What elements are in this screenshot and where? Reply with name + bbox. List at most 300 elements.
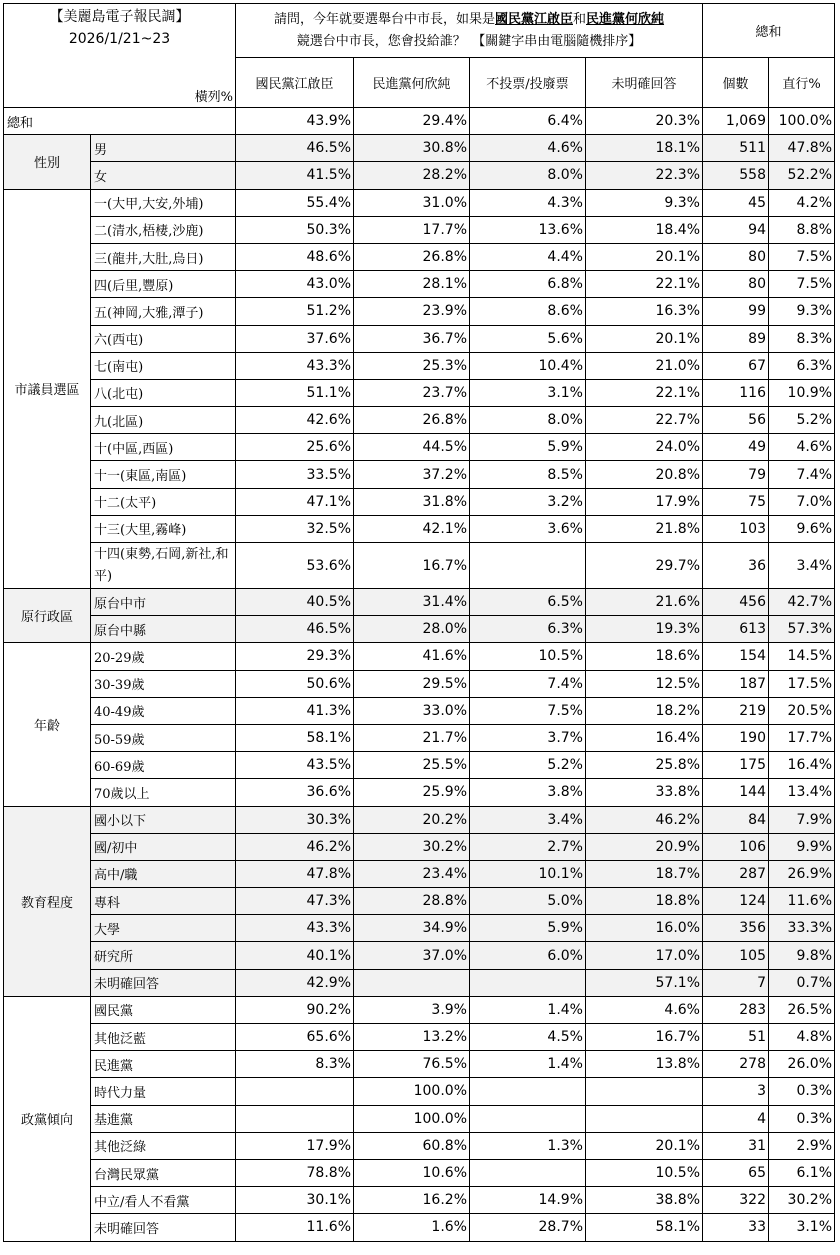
table-row: [4, 915, 835, 942]
cell-value: 20.1%: [586, 243, 703, 270]
table-row: [4, 724, 835, 751]
row-label: 十二(太平): [91, 488, 236, 515]
cell-value: 42.7%: [769, 589, 835, 616]
cell-value: 100.0%: [769, 108, 835, 135]
cell-value: [586, 1105, 703, 1132]
cell-value: 80: [703, 243, 769, 270]
cell-value: 30.1%: [236, 1187, 354, 1214]
cell-value: 20.2%: [354, 806, 470, 833]
cell-value: 25.6%: [236, 434, 354, 461]
cell-value: 40.5%: [236, 589, 354, 616]
col-header-undecided: 未明確回答: [586, 58, 703, 108]
table-row: [4, 969, 835, 996]
cell-value: 10.1%: [470, 860, 586, 887]
cell-value: 30.2%: [354, 833, 470, 860]
cell-value: 32.5%: [236, 515, 354, 542]
cell-value: 67: [703, 352, 769, 379]
cell-value: 3: [703, 1078, 769, 1105]
cell-value: 18.6%: [586, 643, 703, 670]
row-label: 研究所: [91, 942, 236, 969]
cell-value: 76.5%: [354, 1051, 470, 1078]
cell-value: 287: [703, 860, 769, 887]
cell-value: 7.4%: [470, 670, 586, 697]
cell-value: 21.0%: [586, 352, 703, 379]
row-label: 十一(東區,南區): [91, 461, 236, 488]
table-row: [4, 1187, 835, 1214]
cell-value: 42.6%: [236, 407, 354, 434]
cell-value: 43.3%: [236, 915, 354, 942]
cell-value: 20.9%: [586, 833, 703, 860]
cell-value: 21.6%: [586, 589, 703, 616]
cell-value: 190: [703, 724, 769, 751]
cell-value: 3.1%: [470, 379, 586, 406]
cell-value: 4.6%: [586, 996, 703, 1023]
cell-value: 20.5%: [769, 697, 835, 724]
table-row: [4, 325, 835, 352]
cell-value: 7: [703, 969, 769, 996]
cell-value: 6.4%: [470, 108, 586, 135]
cell-value: 43.0%: [236, 271, 354, 298]
row-label: 二(清水,梧棲,沙鹿): [91, 216, 236, 243]
table-row-total: [4, 108, 835, 135]
cell-value: 3.2%: [470, 488, 586, 515]
cell-value: 46.2%: [236, 833, 354, 860]
row-label: 國民黨: [91, 996, 236, 1023]
row-label: 專科: [91, 888, 236, 915]
cell-value: 60.8%: [354, 1132, 470, 1159]
cell-value: 22.3%: [586, 162, 703, 189]
cell-value: 53.6%: [236, 543, 354, 589]
cell-value: 55.4%: [236, 189, 354, 216]
cell-value: 103: [703, 515, 769, 542]
cell-value: 18.7%: [586, 860, 703, 887]
cell-value: 105: [703, 942, 769, 969]
row-label: 20-29歲: [91, 643, 236, 670]
question-cand2: 民進黨何欣純: [586, 11, 665, 27]
cell-value: 278: [703, 1051, 769, 1078]
cell-value: 47.8%: [236, 860, 354, 887]
cell-value: 31: [703, 1132, 769, 1159]
row-label: 中立/看人不看黨: [91, 1187, 236, 1214]
cell-value: 28.7%: [470, 1214, 586, 1241]
cell-value: 46.2%: [586, 806, 703, 833]
cell-value: 3.4%: [769, 543, 835, 589]
cell-value: 58.1%: [586, 1214, 703, 1241]
cell-value: 18.4%: [586, 216, 703, 243]
table-row: [4, 589, 835, 616]
group-label: 原行政區: [4, 589, 91, 643]
cell-value: [236, 1105, 354, 1132]
cell-value: 19.3%: [586, 616, 703, 643]
cell-value: 100.0%: [354, 1078, 470, 1105]
cell-value: 11.6%: [769, 888, 835, 915]
group-label: 教育程度: [4, 806, 91, 996]
cell-value: 16.7%: [586, 1024, 703, 1051]
table-row: [4, 996, 835, 1023]
poll-title-line2: 2026/1/21~23: [68, 31, 171, 47]
col-header-count: 個數: [703, 58, 769, 108]
group-label: 政黨傾向: [4, 996, 91, 1241]
cell-value: 52.2%: [769, 162, 835, 189]
row-label: 高中/職: [91, 860, 236, 887]
cell-value: 6.8%: [470, 271, 586, 298]
cell-value: 80: [703, 271, 769, 298]
cell-value: 7.5%: [470, 697, 586, 724]
cell-value: [586, 1078, 703, 1105]
row-label: 大學: [91, 915, 236, 942]
cell-value: 3.9%: [354, 996, 470, 1023]
row-pct-label: 橫列%: [4, 58, 236, 108]
cell-value: 3.4%: [470, 806, 586, 833]
cell-value: 21.8%: [586, 515, 703, 542]
row-label: 基進黨: [91, 1105, 236, 1132]
cell-value: 43.5%: [236, 752, 354, 779]
cell-value: 29.3%: [236, 643, 354, 670]
table-row: [4, 271, 835, 298]
cell-value: 28.8%: [354, 888, 470, 915]
table-row: [4, 162, 835, 189]
cell-value: 8.5%: [470, 461, 586, 488]
cell-value: 13.2%: [354, 1024, 470, 1051]
cell-value: 43.9%: [236, 108, 354, 135]
row-label: 十(中區,西區): [91, 434, 236, 461]
row-label: 原台中市: [91, 589, 236, 616]
question-and: 和: [573, 11, 587, 27]
cell-value: 41.6%: [354, 643, 470, 670]
table-row: [4, 216, 835, 243]
table-row: [4, 379, 835, 406]
cell-value: 25.9%: [354, 779, 470, 806]
cell-value: 5.2%: [769, 407, 835, 434]
cell-value: 10.4%: [470, 352, 586, 379]
cell-value: 219: [703, 697, 769, 724]
cell-value: 31.4%: [354, 589, 470, 616]
cell-value: 26.0%: [769, 1051, 835, 1078]
cell-value: 65.6%: [236, 1024, 354, 1051]
cell-value: 17.0%: [586, 942, 703, 969]
row-label: 其他泛綠: [91, 1132, 236, 1159]
cell-value: 28.2%: [354, 162, 470, 189]
row-label: 一(大甲,大安,外埔): [91, 189, 236, 216]
table-row: [4, 352, 835, 379]
cell-value: 7.5%: [769, 271, 835, 298]
cell-value: 6.5%: [470, 589, 586, 616]
cell-value: 75: [703, 488, 769, 515]
cell-value: [470, 543, 586, 589]
table-row: [4, 189, 835, 216]
cell-value: 20.3%: [586, 108, 703, 135]
cell-value: 1.6%: [354, 1214, 470, 1241]
cell-value: 84: [703, 806, 769, 833]
question-text: [236, 4, 703, 58]
cell-value: 22.7%: [586, 407, 703, 434]
cell-value: 17.5%: [769, 670, 835, 697]
cell-value: 9.6%: [769, 515, 835, 542]
cell-value: 13.6%: [470, 216, 586, 243]
row-label: 40-49歲: [91, 697, 236, 724]
col-header-dpp: 民進黨何欣純: [354, 58, 470, 108]
row-label: 台灣民眾黨: [91, 1159, 236, 1186]
row-label: 十三(大里,霧峰): [91, 515, 236, 542]
row-label: 五(神岡,大雅,潭子): [91, 298, 236, 325]
table-row: [4, 833, 835, 860]
cell-value: 89: [703, 325, 769, 352]
row-label: 30-39歲: [91, 670, 236, 697]
cell-value: 50.3%: [236, 216, 354, 243]
cell-value: 3.7%: [470, 724, 586, 751]
cell-value: 4.4%: [470, 243, 586, 270]
col-header-novote: 不投票/投廢票: [470, 58, 586, 108]
cell-value: 1.4%: [470, 996, 586, 1023]
table-row: [4, 488, 835, 515]
cell-value: 47.8%: [769, 135, 835, 162]
cell-value: 29.7%: [586, 543, 703, 589]
cell-value: 4: [703, 1105, 769, 1132]
cell-value: 116: [703, 379, 769, 406]
cell-value: 16.0%: [586, 915, 703, 942]
table-row: [4, 1159, 835, 1186]
table-row: [4, 670, 835, 697]
cell-value: 3.6%: [470, 515, 586, 542]
cell-value: 65: [703, 1159, 769, 1186]
cell-value: 30.3%: [236, 806, 354, 833]
cell-value: 2.7%: [470, 833, 586, 860]
cell-value: 49: [703, 434, 769, 461]
cell-value: 8.8%: [769, 216, 835, 243]
cell-value: 33.0%: [354, 697, 470, 724]
cell-value: 43.3%: [236, 352, 354, 379]
cell-value: 26.8%: [354, 243, 470, 270]
cell-value: 4.6%: [470, 135, 586, 162]
table-row: [4, 888, 835, 915]
cell-value: 16.3%: [586, 298, 703, 325]
table-body: [4, 108, 835, 1242]
table-row: [4, 543, 835, 589]
cell-value: 5.2%: [470, 752, 586, 779]
table-row: [4, 779, 835, 806]
cell-value: 6.0%: [470, 942, 586, 969]
table-row: [4, 298, 835, 325]
cell-value: [470, 1105, 586, 1132]
cell-value: 6.3%: [769, 352, 835, 379]
cell-value: 6.1%: [769, 1159, 835, 1186]
cell-value: 41.3%: [236, 697, 354, 724]
cell-value: 23.4%: [354, 860, 470, 887]
table-row: [4, 434, 835, 461]
row-label: 其他泛藍: [91, 1024, 236, 1051]
cell-value: 3.8%: [470, 779, 586, 806]
cell-value: 22.1%: [586, 379, 703, 406]
cell-value: 38.8%: [586, 1187, 703, 1214]
cell-value: 613: [703, 616, 769, 643]
cell-value: 283: [703, 996, 769, 1023]
table-row: [4, 243, 835, 270]
table-row: [4, 860, 835, 887]
question-cand1: 國民黨江啟臣: [494, 11, 573, 27]
cell-value: 25.8%: [586, 752, 703, 779]
cell-value: 79: [703, 461, 769, 488]
cell-value: 36.6%: [236, 779, 354, 806]
cell-value: 18.8%: [586, 888, 703, 915]
cell-value: 10.5%: [586, 1159, 703, 1186]
cell-value: 7.4%: [769, 461, 835, 488]
cell-value: 37.6%: [236, 325, 354, 352]
cell-value: 18.1%: [586, 135, 703, 162]
cell-value: [354, 969, 470, 996]
cell-value: 100.0%: [354, 1105, 470, 1132]
table-row: [4, 643, 835, 670]
cell-value: 0.7%: [769, 969, 835, 996]
cell-value: 46.5%: [236, 135, 354, 162]
table-row: [4, 1024, 835, 1051]
cell-value: 28.1%: [354, 271, 470, 298]
cell-value: 37.2%: [354, 461, 470, 488]
table-row: [4, 1051, 835, 1078]
row-label: 六(西屯): [91, 325, 236, 352]
cell-value: [236, 1078, 354, 1105]
cell-value: 58.1%: [236, 724, 354, 751]
cell-value: 5.6%: [470, 325, 586, 352]
row-label: 十四(東勢,石岡,新社,和平): [91, 543, 236, 589]
cell-value: 0.3%: [769, 1105, 835, 1132]
cell-value: 2.9%: [769, 1132, 835, 1159]
cell-value: 9.3%: [586, 189, 703, 216]
cell-value: 4.2%: [769, 189, 835, 216]
cell-value: 124: [703, 888, 769, 915]
cell-value: 3.1%: [769, 1214, 835, 1241]
cell-value: 33: [703, 1214, 769, 1241]
cell-value: 175: [703, 752, 769, 779]
row-label: 國/初中: [91, 833, 236, 860]
cell-value: 90.2%: [236, 996, 354, 1023]
row-label: 九(北區): [91, 407, 236, 434]
cell-value: 322: [703, 1187, 769, 1214]
cell-value: 47.3%: [236, 888, 354, 915]
cell-value: 40.1%: [236, 942, 354, 969]
cell-value: 29.5%: [354, 670, 470, 697]
cell-value: 20.8%: [586, 461, 703, 488]
cell-value: 51: [703, 1024, 769, 1051]
cell-value: 30.2%: [769, 1187, 835, 1214]
row-label: 60-69歲: [91, 752, 236, 779]
cell-value: 16.4%: [769, 752, 835, 779]
cell-value: 78.8%: [236, 1159, 354, 1186]
cell-value: [470, 969, 586, 996]
cell-value: 36.7%: [354, 325, 470, 352]
cell-value: 13.8%: [586, 1051, 703, 1078]
table-row: [4, 1214, 835, 1241]
cell-value: 511: [703, 135, 769, 162]
cell-value: 56: [703, 407, 769, 434]
cell-value: 23.9%: [354, 298, 470, 325]
cell-value: 50.6%: [236, 670, 354, 697]
cell-value: 10.5%: [470, 643, 586, 670]
cell-value: 36: [703, 543, 769, 589]
cell-value: 31.8%: [354, 488, 470, 515]
cell-value: 1.4%: [470, 1051, 586, 1078]
cell-value: 4.3%: [470, 189, 586, 216]
table-row: [4, 752, 835, 779]
cell-value: 33.8%: [586, 779, 703, 806]
row-label: 未明確回答: [91, 1214, 236, 1241]
cell-value: 13.4%: [769, 779, 835, 806]
cell-value: 48.6%: [236, 243, 354, 270]
poll-title-line1: 【美麗島電子報民調】: [49, 9, 190, 25]
cell-value: 4.5%: [470, 1024, 586, 1051]
cell-value: 154: [703, 643, 769, 670]
table-row: [4, 461, 835, 488]
cell-value: 1,069: [703, 108, 769, 135]
cell-value: 26.5%: [769, 996, 835, 1023]
row-label: 四(后里,豐原): [91, 271, 236, 298]
cell-value: 9.3%: [769, 298, 835, 325]
row-label: 三(龍井,大肚,烏日): [91, 243, 236, 270]
cell-value: 26.8%: [354, 407, 470, 434]
col-header-colpct: 直行%: [769, 58, 835, 108]
cell-value: 456: [703, 589, 769, 616]
cell-value: 4.6%: [769, 434, 835, 461]
cell-value: 8.3%: [769, 325, 835, 352]
cell-value: 41.5%: [236, 162, 354, 189]
row-label: 國小以下: [91, 806, 236, 833]
table-row: [4, 1078, 835, 1105]
cell-value: 33.3%: [769, 915, 835, 942]
cell-value: 5.0%: [470, 888, 586, 915]
cell-value: 106: [703, 833, 769, 860]
cell-value: 42.9%: [236, 969, 354, 996]
cell-value: 20.1%: [586, 325, 703, 352]
table-row: [4, 1105, 835, 1132]
cell-value: 1.3%: [470, 1132, 586, 1159]
table-row: [4, 1132, 835, 1159]
cell-value: 9.8%: [769, 942, 835, 969]
table-row: [4, 806, 835, 833]
cell-value: 18.2%: [586, 697, 703, 724]
cell-value: 16.7%: [354, 543, 470, 589]
table-row: [4, 515, 835, 542]
cell-value: 7.5%: [769, 243, 835, 270]
table-row: [4, 616, 835, 643]
cell-value: 9.9%: [769, 833, 835, 860]
cell-value: 28.0%: [354, 616, 470, 643]
cell-value: 99: [703, 298, 769, 325]
cell-value: 23.7%: [354, 379, 470, 406]
row-label: 70歲以上: [91, 779, 236, 806]
table-row: [4, 407, 835, 434]
cell-value: 16.2%: [354, 1187, 470, 1214]
table-row: [4, 942, 835, 969]
cell-value: 558: [703, 162, 769, 189]
cell-value: 8.0%: [470, 162, 586, 189]
cell-value: 10.9%: [769, 379, 835, 406]
cell-value: 46.5%: [236, 616, 354, 643]
cell-value: 11.6%: [236, 1214, 354, 1241]
row-label: 民進黨: [91, 1051, 236, 1078]
cell-value: 20.1%: [586, 1132, 703, 1159]
cell-value: 47.1%: [236, 488, 354, 515]
cell-value: 7.0%: [769, 488, 835, 515]
cell-value: 25.3%: [354, 352, 470, 379]
cell-value: 25.5%: [354, 752, 470, 779]
table-row: [4, 697, 835, 724]
cell-value: 7.9%: [769, 806, 835, 833]
cell-value: 8.0%: [470, 407, 586, 434]
cell-value: 17.9%: [236, 1132, 354, 1159]
cell-value: 356: [703, 915, 769, 942]
cell-value: 14.5%: [769, 643, 835, 670]
row-label: 總和: [4, 108, 236, 135]
row-label: 時代力量: [91, 1078, 236, 1105]
